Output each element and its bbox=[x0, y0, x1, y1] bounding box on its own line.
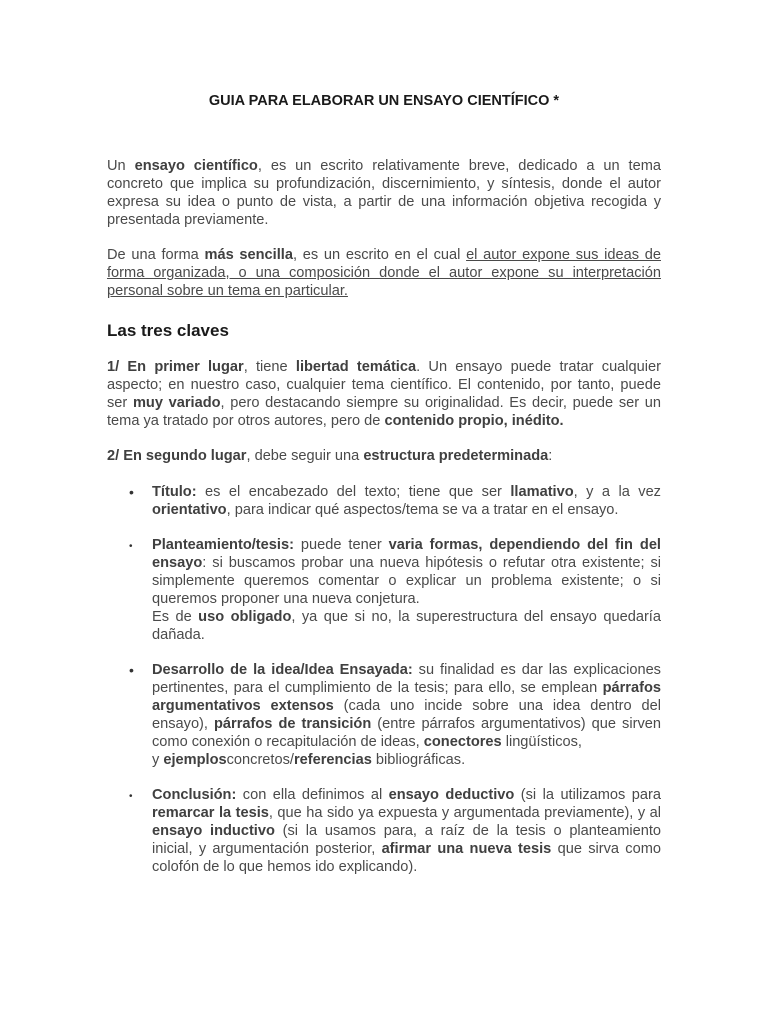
item-3-text-7: bibliográficas. bbox=[371, 752, 466, 768]
item-3-text-3: (entre párrafos argumentativos) que sirven como conexión o recapitulación de ideas, bbox=[152, 716, 661, 750]
intro-text-2: , es un escrito relativamente breve, dedicado a un tema concreto que implica su profundización, discernimiento, y síntesis, donde el autor expresa su idea o punto de vista, a partir de una información objetiva recogida y presentada previamente. bbox=[107, 158, 661, 228]
item-1-text-2: , y a la vez bbox=[573, 484, 661, 500]
simple-definition-paragraph bbox=[107, 246, 661, 300]
item-4-bold-4: ensayo inductivo bbox=[152, 823, 275, 839]
item-3-bold-1: Desarrollo de la idea/Idea Ensayada: bbox=[152, 662, 413, 678]
item-2-bold-2: varia formas, dependiendo del fin del ensayo bbox=[152, 537, 661, 571]
intro-text-1: Un bbox=[107, 158, 135, 174]
bullet-icon: • bbox=[129, 484, 134, 500]
item-4-text-1: con ella definimos al bbox=[236, 787, 389, 803]
list-item-conclusion bbox=[129, 786, 662, 876]
item-3-bold-2: párrafos argumentativos extensos bbox=[152, 680, 661, 714]
item-3-bold-3: párrafos de transición bbox=[214, 716, 372, 732]
intro-bold-term: ensayo científico bbox=[134, 158, 258, 174]
item-4-text-3: , que ha sido ya expuesta y argumentada previamente), y al bbox=[268, 805, 661, 821]
clave-1-bold-3: muy variado bbox=[132, 395, 221, 411]
item-4-text-2: (si la utilizamos para bbox=[514, 787, 661, 803]
item-1-text-3: , para indicar qué aspectos/tema se va a tratar en el ensayo. bbox=[226, 502, 619, 518]
clave-2-text-2: : bbox=[548, 448, 553, 464]
item-1-bold-3: orientativo bbox=[152, 502, 227, 518]
item-4-bold-2: ensayo deductivo bbox=[388, 787, 515, 803]
list-item-planteamiento bbox=[129, 536, 661, 644]
clave-2-bold-2: estructura predeterminada bbox=[363, 448, 549, 464]
section-heading: Las tres claves bbox=[107, 321, 229, 340]
item-2-text-3: Es de bbox=[152, 609, 199, 625]
item-4-bold-1: Conclusión: bbox=[152, 787, 237, 803]
item-3-bold-6: referencias bbox=[293, 752, 372, 768]
item-1-bold-1: Título: bbox=[152, 484, 197, 500]
simple-text-2: , es un escrito en el cual bbox=[292, 247, 467, 263]
item-4-text-5: que sirva como colofón de lo que hemos ido explicando). bbox=[152, 841, 661, 875]
item-3-bold-4: conectores bbox=[423, 734, 502, 750]
item-3-bold-5: ejemplos bbox=[163, 752, 227, 768]
item-4-bold-5: afirmar una nueva tesis bbox=[381, 841, 552, 857]
document-title: GUIA PARA ELABORAR UN ENSAYO CIENTÍFICO * bbox=[208, 93, 560, 109]
simple-text-1: De una forma bbox=[107, 247, 205, 263]
item-3-text-5: y bbox=[152, 752, 164, 768]
item-2-text-4: , ya que si no, la superestructura del ensayo quedaría dañada. bbox=[152, 609, 661, 643]
item-2-bold-1: Planteamiento/tesis: bbox=[152, 537, 294, 553]
item-2-text-2: : si buscamos probar una nueva hipótesis o refutar otra existente; si simplemente queremos comentar o explicar un problema existente; o si queremos proponer una nueva conjetura. bbox=[152, 555, 661, 607]
list-item-titulo bbox=[129, 483, 661, 519]
item-3-text-2: (cada uno incide sobre una idea dentro del ensayo), bbox=[152, 698, 661, 732]
structure-list bbox=[107, 483, 661, 876]
clave-2-lead: 2/ En segundo lugar bbox=[107, 448, 247, 464]
clave-1-bold-2: libertad temática bbox=[295, 359, 417, 375]
simple-underlined-text: el autor expone sus ideas de forma organizada, o una composición donde el autor expone su interpretación personal sobre un tema en particular. bbox=[107, 247, 661, 299]
clave-1-paragraph bbox=[107, 358, 661, 430]
item-3-text-4: lingüísticos, bbox=[501, 734, 582, 750]
clave-1-text-2: . Un ensayo puede tratar cualquier aspecto; en nuestro caso, cualquier tema científico. El contenido, por tanto, puede ser bbox=[107, 359, 661, 411]
item-3-text-1: su finalidad es dar las explicaciones pertinentes, para el cumplimiento de la tesis; para ello, se emplean bbox=[152, 662, 661, 696]
item-1-bold-2: llamativo bbox=[510, 484, 574, 500]
clave-2-paragraph bbox=[107, 447, 661, 465]
clave-2-text-1: , debe seguir una bbox=[246, 448, 364, 464]
clave-1-bold-4: contenido propio, inédito. bbox=[384, 413, 564, 429]
item-4-text-4: (si la usamos para, a raíz de la tesis o planteamiento inicial, y argumentación posterior, bbox=[152, 823, 662, 857]
bullet-icon: • bbox=[129, 541, 133, 552]
clave-1-text-1: , tiene bbox=[243, 359, 296, 375]
item-2-text-1: puede tener bbox=[293, 537, 389, 553]
clave-1-text-3: , pero destacando siempre su originalidad. Es decir, puede ser un tema ya tratado por otros autores, pero de bbox=[107, 395, 661, 429]
list-item-desarrollo bbox=[129, 661, 661, 769]
item-4-bold-3: remarcar la tesis bbox=[152, 805, 269, 821]
item-2-bold-3: uso obligado bbox=[198, 609, 292, 625]
clave-1-lead: 1/ En primer lugar bbox=[107, 359, 244, 375]
bullet-icon: • bbox=[129, 662, 134, 678]
simple-bold-term: más sencilla bbox=[204, 247, 293, 263]
intro-paragraph bbox=[107, 157, 661, 229]
item-3-text-6: concretos/ bbox=[226, 752, 294, 768]
bullet-icon: • bbox=[129, 791, 133, 802]
document-page bbox=[107, 92, 661, 893]
item-1-text-1: es el encabezado del texto; tiene que ser bbox=[196, 484, 511, 500]
